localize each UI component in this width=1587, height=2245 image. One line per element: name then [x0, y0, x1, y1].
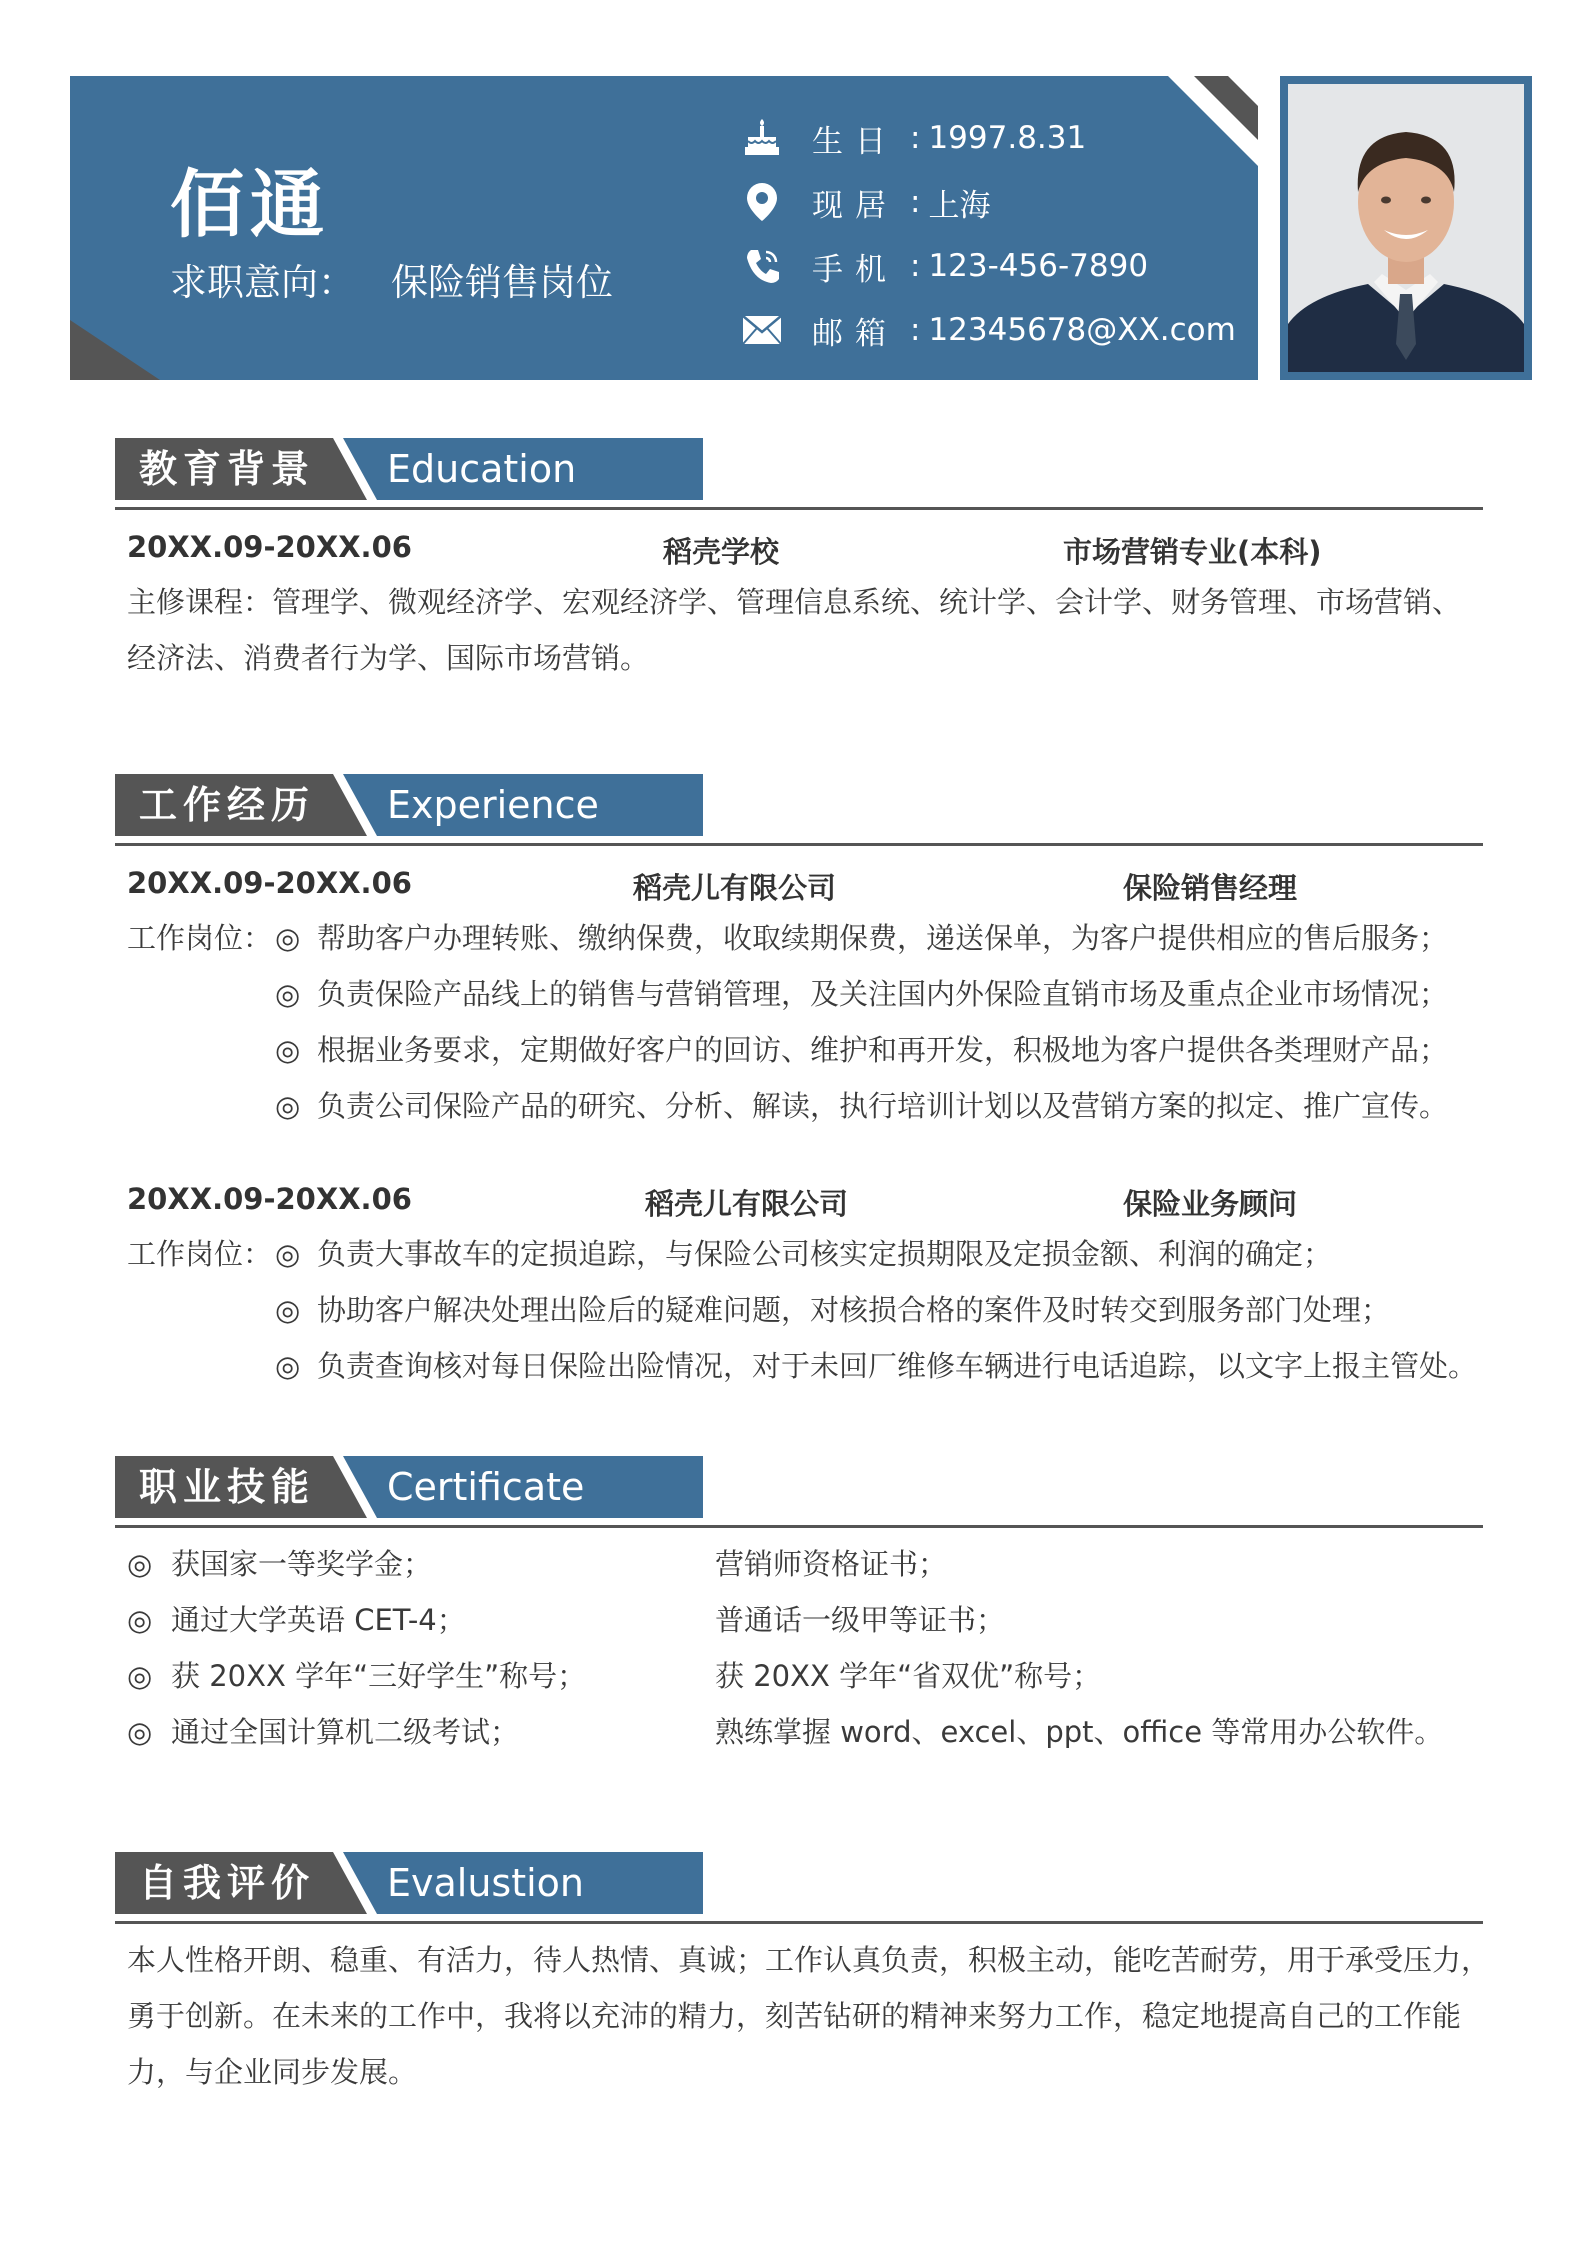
contact-residence — [740, 170, 1236, 234]
section-title-en: Certificate — [387, 1465, 585, 1509]
contact-phone — [740, 234, 1236, 298]
duty-label: 工作岗位： — [127, 921, 273, 955]
job-summary — [115, 854, 1483, 910]
section-title-en: Evalustion — [387, 1861, 585, 1905]
photo-frame — [1280, 76, 1532, 380]
circle-bullet-icon: ◎ — [275, 1033, 301, 1067]
colon: : — [910, 248, 921, 284]
section-title-cn: 职业技能 — [139, 1465, 316, 1509]
courses-line: 主修课程：管理学、微观经济学、宏观经济学、管理信息系统、统计学、会计学、财务管理、市场营销、 — [127, 585, 1462, 619]
contact-email — [740, 298, 1236, 362]
list-item — [115, 1536, 1483, 1592]
list-item — [115, 1078, 1483, 1134]
duty-text: 负责保险产品线上的销售与营销管理，及关注国内外保险直销市场及重点企业市场情况； — [317, 977, 1449, 1011]
location-pin-icon — [740, 180, 784, 224]
colon: : — [910, 312, 921, 348]
job-duties — [115, 910, 1483, 1134]
skill-item: 通过大学英语 CET-4； — [171, 1603, 466, 1637]
skill-item: 获国家一等奖学金； — [171, 1547, 433, 1581]
list-item — [115, 1022, 1483, 1078]
duty-text: 帮助客户办理转账、缴纳保费，收取续期保费，递送保单，为客户提供相应的售后服务； — [317, 921, 1449, 955]
colon: : — [910, 184, 921, 220]
section-title-cn: 工作经历 — [139, 783, 316, 827]
list-item — [115, 1282, 1483, 1338]
contact-label: 手机 — [812, 251, 898, 288]
courses-line: 经济法、消费者行为学、国际市场营销。 — [127, 641, 650, 675]
section-header — [115, 1456, 1483, 1518]
skill-item: 普通话一级甲等证书； — [715, 1603, 1006, 1637]
colon: : — [910, 120, 921, 156]
section-divider — [115, 507, 1483, 510]
section-title-en: Experience — [387, 783, 599, 827]
section-divider — [115, 843, 1483, 846]
circle-bullet-icon: ◎ — [275, 977, 301, 1011]
circle-bullet-icon: ◎ — [127, 1547, 153, 1581]
evaluation-line: 勇于创新。在未来的工作中，我将以充沛的精力，刻苦钻研的精神来努力工作，稳定地提高自己的工作能 — [127, 1999, 1462, 2033]
job-intent-label: 求职意向： — [170, 261, 355, 304]
education-section — [115, 438, 1483, 686]
list-item — [115, 1226, 1483, 1282]
list-item — [115, 910, 1483, 966]
duty-text: 根据业务要求，定期做好客户的回访、维护和再开发，积极地为客户提供各类理财产品； — [317, 1033, 1449, 1067]
list-item — [115, 1592, 1483, 1648]
job-period: 20XX.09-20XX.06 — [127, 866, 412, 900]
cake-icon — [740, 116, 784, 160]
job-position: 保险销售经理 — [1123, 871, 1298, 905]
corner-decoration — [70, 320, 160, 380]
evaluation-line: 本人性格开朗、稳重、有活力，待人热情、真诚；工作认真负责，积极主动，能吃苦耐劳，用于承受压力， — [127, 1943, 1491, 1977]
contact-list — [740, 106, 1236, 362]
circle-bullet-icon: ◎ — [127, 1659, 153, 1693]
skills-section — [115, 1456, 1483, 1760]
list-item — [115, 1704, 1483, 1760]
job-intent — [170, 252, 613, 306]
list-item — [115, 1338, 1483, 1394]
circle-bullet-icon: ◎ — [275, 921, 301, 955]
education-summary — [115, 518, 1483, 574]
residence-value: 上海 — [928, 187, 991, 224]
job-intent-value: 保险销售岗位 — [391, 261, 613, 304]
section-header — [115, 1852, 1483, 1914]
duty-text: 协助客户解决处理出险后的疑难问题，对核损合格的案件及时转交到服务部门处理； — [317, 1293, 1391, 1327]
evaluation-section — [115, 1852, 1491, 2100]
skill-item: 熟练掌握 word、excel、ppt、office 等常用办公软件。 — [715, 1715, 1444, 1749]
skill-item: 通过全国计算机二级考试； — [171, 1715, 520, 1749]
header-banner — [70, 76, 1258, 380]
job-position: 保险业务顾问 — [1123, 1187, 1298, 1221]
section-header — [115, 438, 1483, 500]
school-name: 稻壳学校 — [663, 535, 780, 569]
phone-icon — [740, 244, 784, 288]
contact-birthday — [740, 106, 1236, 170]
candidate-name: 佰通 — [170, 162, 330, 248]
list-item — [115, 1648, 1483, 1704]
section-divider — [115, 1921, 1483, 1924]
circle-bullet-icon: ◎ — [275, 1293, 301, 1327]
skill-item: 营销师资格证书； — [715, 1547, 948, 1581]
circle-bullet-icon: ◎ — [275, 1089, 301, 1123]
evaluation-line: 力，与企业同步发展。 — [127, 2055, 418, 2089]
circle-bullet-icon: ◎ — [127, 1715, 153, 1749]
skill-item: 获 20XX 学年“三好学生”称号； — [171, 1659, 587, 1693]
duty-label: 工作岗位： — [127, 1237, 273, 1271]
company-name: 稻壳儿有限公司 — [633, 871, 837, 905]
mail-icon — [740, 308, 784, 352]
major-name: 市场营销专业(本科) — [1063, 535, 1322, 569]
portrait-photo — [1288, 84, 1524, 372]
company-name: 稻壳儿有限公司 — [645, 1187, 849, 1221]
duty-text: 负责查询核对每日保险出险情况，对于未回厂维修车辆进行电话追踪，以文字上报主管处。 — [317, 1349, 1478, 1383]
birthday-value: 1997.8.31 — [928, 120, 1087, 156]
skill-item: 获 20XX 学年“省双优”称号； — [715, 1659, 1102, 1693]
experience-section — [115, 774, 1483, 1394]
email-value: 12345678@XX.com — [928, 312, 1236, 348]
contact-label: 生日 — [812, 123, 898, 160]
job-summary — [115, 1170, 1483, 1226]
section-header — [115, 774, 1483, 836]
contact-label: 邮箱 — [812, 315, 898, 352]
duty-text: 负责大事故车的定损追踪，与保险公司核实定损期限及定损金额、利润的确定； — [317, 1237, 1333, 1271]
section-title-cn: 自我评价 — [139, 1861, 316, 1905]
section-divider — [115, 1525, 1483, 1528]
job-duties — [115, 1226, 1483, 1394]
contact-label: 现居 — [812, 187, 898, 224]
job-period: 20XX.09-20XX.06 — [127, 1182, 412, 1216]
education-period: 20XX.09-20XX.06 — [127, 530, 412, 564]
phone-value: 123-456-7890 — [928, 248, 1149, 284]
circle-bullet-icon: ◎ — [275, 1237, 301, 1271]
section-title-cn: 教育背景 — [139, 447, 316, 491]
circle-bullet-icon: ◎ — [127, 1603, 153, 1637]
circle-bullet-icon: ◎ — [275, 1349, 301, 1383]
section-title-en: Education — [387, 447, 577, 491]
list-item — [115, 966, 1483, 1022]
duty-text: 负责公司保险产品的研究、分析、解读，执行培训计划以及营销方案的拟定、推广宣传。 — [317, 1089, 1449, 1123]
